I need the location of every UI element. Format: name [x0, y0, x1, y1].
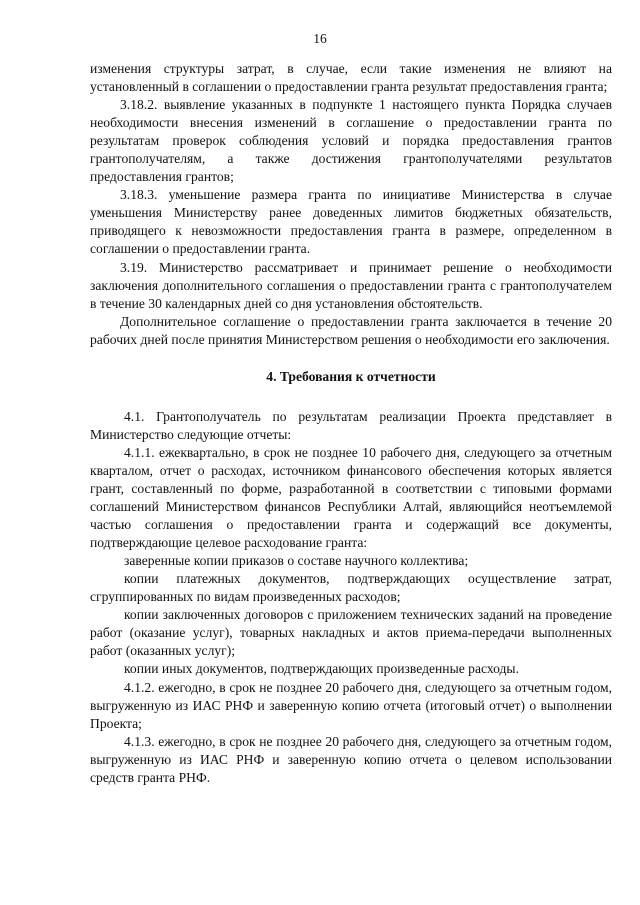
paragraph-3-18-3: 3.18.3. уменьшение размера гранта по инициативе Министерства в случае уменьшения Министерству ранее доведенных лимитов бюджетных обязательств, приводящего к невозможности предоставления гранта в размере, определенном в соглашении о предоставлении гранта. [90, 187, 612, 257]
paragraph-3-18-2: 3.18.2. выявление указанных в подпункте 1 настоящего пункта Порядка случаев необходимости внесения изменений в соглашение о предоставлении гранта по результатам проверок соблюдения условий и порядка предоставления грантов грантополучателям, а также достижения грантополучателями результатов предоставления грантов; [90, 97, 612, 185]
paragraph-4-1-2: 4.1.2. ежегодно, в срок не позднее 20 рабочего дня, следующего за отчетным годом, выгруженную из ИАС РНФ и заверенную копию отчета (итоговый отчет) о выполнении Проекта; [90, 679, 612, 731]
list-item-payment-docs: копии платежных документов, подтверждающих осуществление затрат, сгруппированных по видам произведенных расходов; [90, 571, 612, 605]
list-item-orders-copies: заверенные копии приказов о составе научного коллектива; [124, 553, 469, 569]
section-heading: 4. Требования к отчетности [266, 368, 436, 384]
page-number: 16 [313, 31, 327, 46]
paragraph-4-1-1: 4.1.1. ежеквартально, в срок не позднее 10 рабочего дня, следующего за отчетным кварталом, отчет о расходах, источником финансового обеспечения которых является грант, составленный по форме, разработанной в соответствии с типовыми формами соглашений Министерством финансов Республики Алтай, являющийся неотъемлемой частью соглашения о предоставлении гранта и содержащий все документы, подтверждающие целевое расходование гранта: [90, 444, 612, 551]
paragraph-additional-agreement: Дополнительное соглашение о предоставлении гранта заключается в течение 20 рабочих дней после принятия Министерством решения о необходимости его заключения. [90, 313, 612, 347]
list-item-contracts: копии заключенных договоров с приложением технических заданий на проведение работ (оказание услуг), товарных накладных и актов приема-передачи выполненных работ (оказанных услуг); [90, 607, 612, 659]
paragraph-4-1: 4.1. Грантополучатель по результатам реализации Проекта представляет в Министерство следующие отчеты: [90, 408, 612, 442]
paragraph-3-19: 3.19. Министерство рассматривает и принимает решение о необходимости заключения дополнительного соглашения о предоставлении гранта с грантополучателем в течение 30 календарных дней со дня установления обстоятельств. [90, 259, 612, 311]
list-item-other-docs: копии иных документов, подтверждающих произведенные расходы. [124, 661, 519, 677]
paragraph-4-1-3: 4.1.3. ежегодно, в срок не позднее 20 рабочего дня, следующего за отчетным годом, выгруженную из ИАС РНФ и заверенную копию отчета о целевом использовании средств гранта РНФ. [90, 733, 612, 785]
paragraph-continuation: изменения структуры затрат, в случае, если такие изменения не влияют на установленный в соглашении о предоставлении гранта результат предоставления гранта; [90, 61, 612, 95]
document-body [90, 60, 612, 787]
